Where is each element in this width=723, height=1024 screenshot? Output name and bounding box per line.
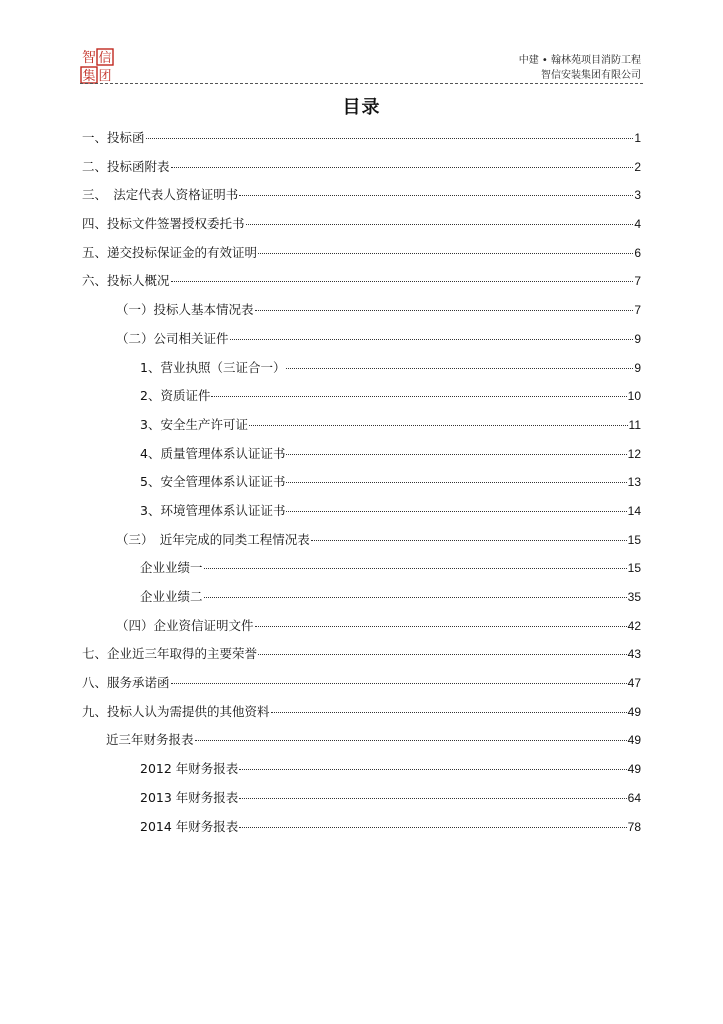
page-header bbox=[519, 53, 641, 83]
toc-entry[interactable]: 九、投标人认为需提供的其他资料 49 bbox=[82, 703, 641, 719]
toc-entry[interactable]: 七、企业近三年取得的主要荣誉 43 bbox=[82, 646, 641, 662]
toc-entry[interactable]: 3、安全生产许可证 11 bbox=[140, 416, 641, 432]
header-project: 中建 • 翰林苑项目消防工程 bbox=[518, 55, 641, 66]
toc-entry[interactable]: 1、营业执照（三证合一） 9 bbox=[140, 359, 641, 375]
toc-entry[interactable]: 5、安全管理体系认证证书 13 bbox=[140, 474, 641, 490]
toc-entry[interactable]: 企业业绩一 15 bbox=[140, 560, 641, 576]
toc-entry[interactable]: 2014 年财务报表 78 bbox=[140, 818, 641, 834]
toc-entry[interactable]: 五、递交投标保证金的有效证明 6 bbox=[82, 244, 641, 260]
toc-entry[interactable]: 四、投标文件签署授权委托书 4 bbox=[82, 216, 641, 232]
toc-entry[interactable]: 一、投标函 1 bbox=[82, 130, 641, 145]
toc-entry[interactable]: 二、投标函附表 2 bbox=[82, 158, 641, 174]
logo-char-2: 信 bbox=[98, 51, 112, 66]
toc-entry[interactable]: （三） 近年完成的同类工程情况表 15 bbox=[116, 531, 641, 547]
toc-entry[interactable]: （四）企业资信证明文件 42 bbox=[116, 617, 641, 633]
toc-entry[interactable]: 2013 年财务报表 64 bbox=[140, 789, 641, 805]
toc-entry[interactable]: 八、服务承诺函 47 bbox=[82, 675, 641, 691]
logo-char-4: 团 bbox=[98, 69, 112, 84]
toc-entry[interactable]: 2、资质证件 10 bbox=[140, 388, 641, 404]
toc-entry[interactable]: 2012 年财务报表 49 bbox=[140, 761, 641, 777]
toc-entry[interactable]: （一）投标人基本情况表 7 bbox=[116, 302, 641, 318]
toc-entry[interactable]: 3、环境管理体系认证证书 14 bbox=[140, 502, 641, 518]
toc-entry[interactable]: 三、 法定代表人资格证明书 3 bbox=[82, 187, 641, 203]
toc-entry[interactable]: 近三年财务报表 49 bbox=[106, 732, 641, 748]
header-company: 智信安装集团有限公司 bbox=[541, 70, 641, 81]
header-divider bbox=[80, 83, 643, 84]
toc-entry[interactable]: （二）公司相关证件 9 bbox=[116, 330, 641, 346]
toc-entry[interactable]: 企业业绩二 35 bbox=[140, 589, 641, 604]
page-title: 目录 bbox=[342, 97, 381, 118]
logo-char-3: 集 bbox=[82, 69, 96, 84]
toc-entry[interactable]: 六、投标人概况 7 bbox=[82, 273, 641, 289]
logo-char-1: 智 bbox=[82, 50, 96, 66]
table-of-contents bbox=[82, 124, 641, 841]
toc-entry[interactable]: 4、质量管理体系认证证书 12 bbox=[140, 445, 641, 461]
company-logo bbox=[80, 48, 114, 84]
